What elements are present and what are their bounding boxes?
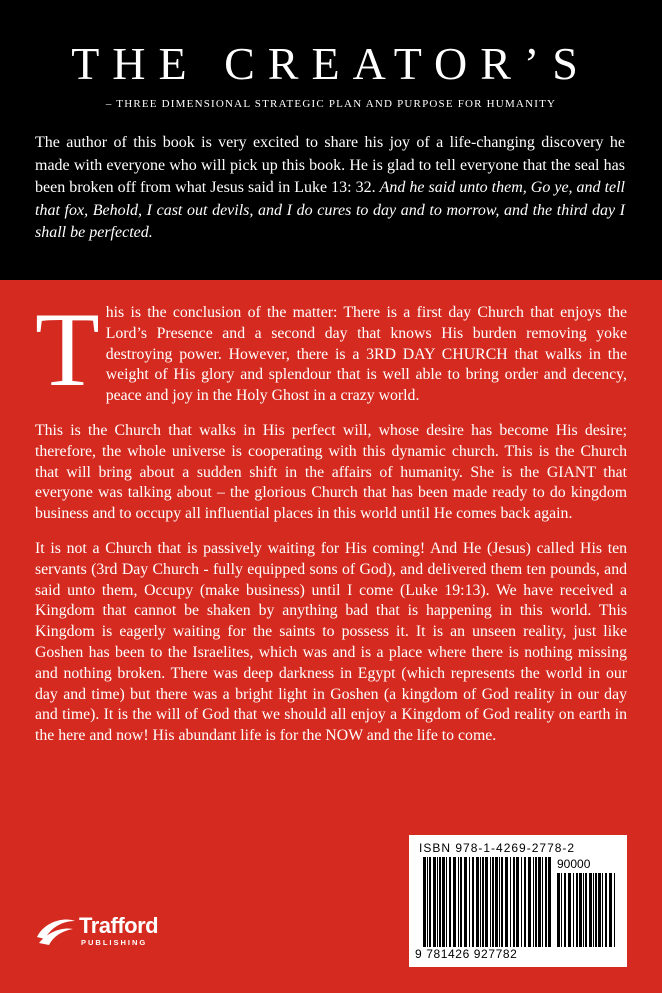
paragraph-1-text: his is the conclusion of the matter: There is a first day Church that enjoys the Lord’s Presence and a second day that knows His burden removing yoke destroying power. However, there is a 3RD DAY CHURCH that walks in the weight of His glory and splendour that is well able to bring order and decency, peace and joy in the Holy Ghost in a crazy world.	[105, 304, 627, 405]
paragraph-1	[35, 291, 627, 408]
barcode-box	[409, 835, 627, 967]
intro-paragraph	[35, 132, 625, 245]
swoosh-icon	[35, 915, 77, 947]
top-black-panel	[0, 0, 662, 280]
paragraph-3: It is not a Church that is passively waiting for His coming! And He (Jesus) called His ten servants (3rd Day Church - fully equipped sons of God), and delivered them ten pounds, and said unto them, Occupy (make business) until I come (Luke 19:13). We have received a Kingdom that cannot be shaken by anything bad that is happening in this world. This Kingdom is eagerly waiting for the saints to possess it. It is an unseen reality, just like Goshen has been to the Israelites, which was and is a place where there is nothing missing and nothing broken. There was deep darkness in Egypt (which represents the world in our day and time) but there was a bright light in Goshen (a kingdom of God reality in our day and time). It is the will of God that we should all enjoy a Kingdom of God reality on earth in the here and now! His abundant life is for the NOW and the life to come.	[35, 539, 627, 745]
drop-cap: T	[35, 291, 100, 408]
book-subtitle: – THREE DIMENSIONAL STRATEGIC PLAN AND PURPOSE FOR HUMANITY	[105, 98, 557, 110]
intro-plain-text: The author of this book is very excited to share his joy of a life-changing discovery he made with everyone who will pick up this book. He is glad to tell everyone that the seal has been broken off from what Jesus said in Luke 13: 32.	[35, 134, 625, 197]
publisher-sub: PUBLISHING	[81, 938, 148, 947]
ean-digits: 9 781426 927782	[415, 947, 518, 961]
publisher-logo	[35, 913, 195, 953]
intro-scripture-quote: And he said unto them, Go ye, and tell that fox, Behold, I cast out devils, and I do cures to day and to morrow, and the third day I shall be perfected.	[35, 179, 626, 242]
book-title: THE CREATOR’S	[71, 38, 591, 89]
price-code: 90000	[557, 857, 591, 871]
ean-barcode	[423, 857, 553, 947]
paragraph-2: This is the Church that walks in His perfect will, whose desire has become His desire; therefore, the whole universe is cooperating with this dynamic church. This is the Church that will bring about a sudden shift in the affairs of humanity. She is the GIANT that everyone was talking about – the glorious Church that has been made ready to do kingdom business and to occupy all influential places in this world until He comes back again.	[35, 421, 627, 523]
addon-barcode	[557, 873, 617, 947]
publisher-name: Trafford	[79, 913, 159, 938]
body-text	[35, 291, 627, 761]
isbn-text: ISBN 978-1-4269-2778-2	[419, 841, 576, 855]
